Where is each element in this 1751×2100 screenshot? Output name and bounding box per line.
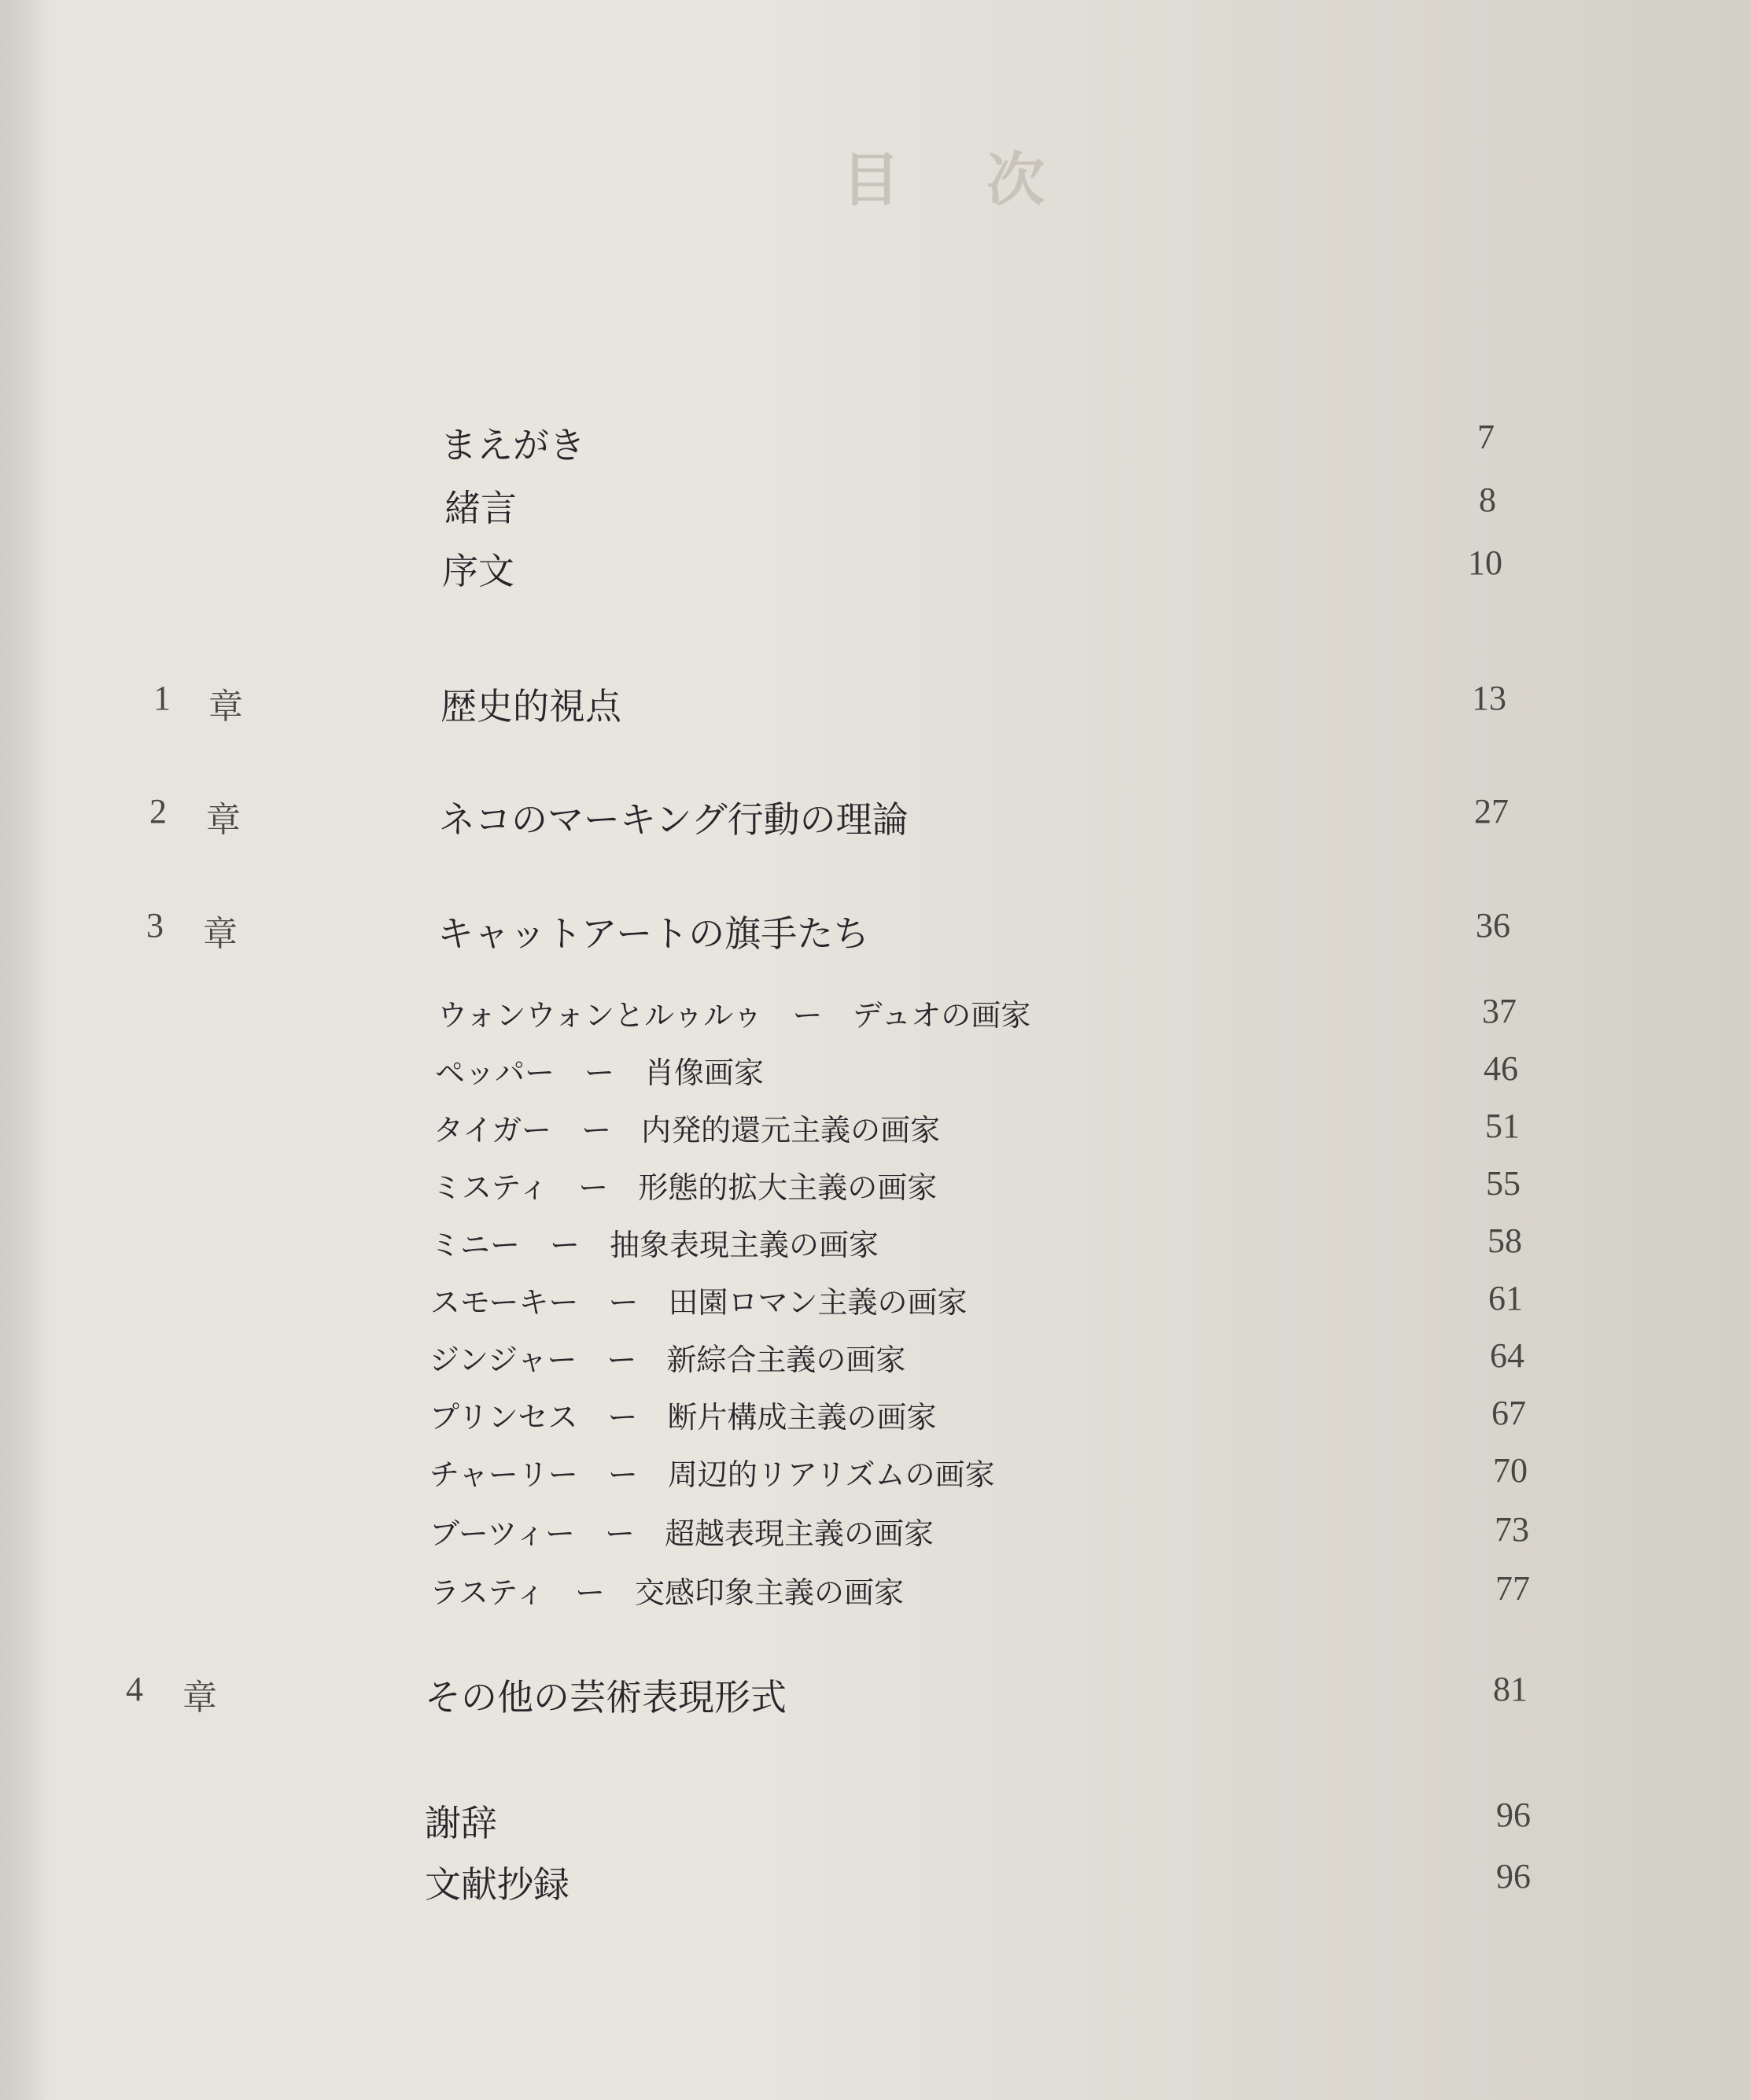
toc-entry-subsection[interactable] — [0, 1568, 1751, 1612]
entry-page-number: 58 — [1487, 1221, 1522, 1260]
entry-page-number: 67 — [1491, 1394, 1526, 1432]
toc-entry-back-1[interactable] — [0, 1795, 1751, 1850]
entry-label: ジンジャー ー 新綜合主義の画家 — [429, 1343, 906, 1377]
toc-entry-subsection[interactable] — [0, 991, 1751, 1035]
entry-label: ミニー ー 抽象表現主義の画家 — [430, 1228, 879, 1262]
entry-page-number: 36 — [1476, 906, 1510, 945]
entry-page-number: 13 — [1472, 679, 1506, 717]
entry-page-number: 77 — [1495, 1569, 1530, 1608]
entry-label: 緒言 — [444, 487, 517, 529]
entry-label: ウォンウォンとルゥルゥ ー デュオの画家 — [437, 998, 1031, 1033]
entry-page-number: 96 — [1496, 1857, 1531, 1896]
entry-label: ラスティ ー 交感印象主義の画家 — [429, 1575, 905, 1610]
toc-entry-front-2[interactable] — [0, 480, 1751, 535]
entry-label: 文献抄録 — [425, 1863, 570, 1906]
entry-label: まえがき — [441, 424, 585, 466]
toc-entry-chapter-4[interactable] — [0, 1669, 1751, 1724]
entry-page-number: 61 — [1488, 1279, 1523, 1317]
entry-label: キャットアートの旗手たち — [437, 912, 870, 955]
entry-page-number: 10 — [1468, 543, 1502, 582]
toc-entry-subsection[interactable] — [0, 1163, 1751, 1207]
entry-label: スモーキー ー 田園ロマン主義の画家 — [430, 1285, 968, 1320]
entry-page-number: 70 — [1493, 1451, 1528, 1490]
toc-entry-subsection[interactable] — [0, 1221, 1751, 1265]
chapter-number: 3 — [146, 906, 164, 945]
toc-title: 目次 — [842, 146, 1131, 214]
entry-page-number: 81 — [1493, 1670, 1528, 1708]
entry-page-number: 55 — [1486, 1164, 1521, 1203]
toc-entry-front-1[interactable] — [0, 417, 1751, 472]
entry-page-number: 8 — [1479, 481, 1496, 519]
entry-label: タイガー ー 内発的還元主義の画家 — [433, 1113, 941, 1148]
entry-label: ネコのマーキング行動の理論 — [439, 798, 909, 841]
toc-entry-subsection[interactable] — [0, 1048, 1751, 1092]
entry-label: ミスティ ー 形態的拡大主義の画家 — [432, 1170, 938, 1205]
toc-entry-chapter-3[interactable] — [0, 905, 1751, 960]
entry-page-number: 51 — [1485, 1107, 1520, 1145]
chapter-number: 1 — [153, 679, 171, 717]
entry-label: チャーリー ー 周辺的リアリズムの画家 — [429, 1457, 995, 1492]
toc-entry-chapter-2[interactable] — [0, 791, 1751, 846]
entry-page-number: 7 — [1477, 418, 1495, 456]
toc-entry-subsection[interactable] — [0, 1106, 1751, 1150]
entry-label: 謝辞 — [425, 1802, 497, 1844]
chapter-kanji: 章 — [203, 914, 238, 954]
toc-entry-subsection[interactable] — [0, 1393, 1751, 1437]
toc-entry-subsection[interactable] — [0, 1509, 1751, 1553]
toc-entry-back-2[interactable] — [0, 1856, 1751, 1911]
entry-label: ブーツィー ー 超越表現主義の画家 — [429, 1516, 934, 1551]
entry-label: その他の芸術表現形式 — [425, 1676, 787, 1719]
toc-entry-chapter-1[interactable] — [0, 678, 1751, 733]
toc-entry-subsection[interactable] — [0, 1450, 1751, 1494]
entry-label: 序文 — [442, 550, 514, 592]
entry-page-number: 46 — [1484, 1049, 1518, 1088]
entry-page-number: 96 — [1496, 1796, 1531, 1834]
toc-entry-subsection[interactable] — [0, 1278, 1751, 1322]
chapter-kanji: 章 — [182, 1678, 217, 1718]
chapter-kanji: 章 — [206, 800, 241, 840]
entry-label: 歴史的視点 — [441, 685, 621, 728]
entry-label: ペッパー ー 肖像画家 — [435, 1056, 765, 1090]
chapter-kanji: 章 — [208, 687, 243, 727]
entry-page-number: 64 — [1490, 1336, 1524, 1375]
entry-page-number: 73 — [1495, 1510, 1529, 1549]
entry-label: プリンセス ー 断片構成主義の画家 — [429, 1400, 937, 1435]
chapter-number: 2 — [149, 792, 167, 831]
entry-page-number: 37 — [1482, 992, 1517, 1030]
entry-page-number: 27 — [1474, 792, 1509, 831]
toc-entry-front-3[interactable] — [0, 543, 1751, 598]
chapter-number: 4 — [126, 1670, 143, 1708]
toc-entry-subsection[interactable] — [0, 1336, 1751, 1380]
